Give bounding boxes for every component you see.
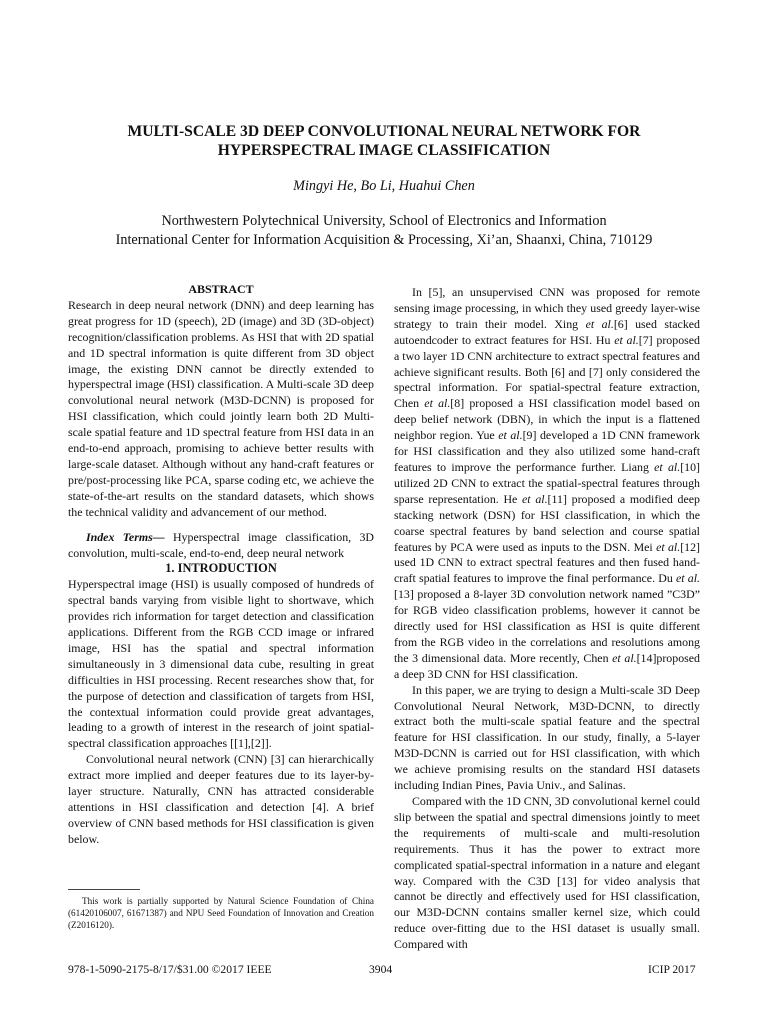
page-number: 3904	[369, 963, 393, 976]
text-run: [14]proposed a deep 3D CNN for HSI classification.	[394, 650, 700, 681]
etal-citation: et al.	[498, 428, 523, 443]
text-run: [8] proposed a HSI classification model based on deep belief network (DBN), in which the input is a flattened neighbor region. Yue	[394, 396, 700, 443]
text-run: [12] used 1D CNN to extract spectral features and then fused hand-craft spatial features to improve the final performance. Du	[394, 539, 700, 586]
introduction-heading: 1. INTRODUCTION	[165, 561, 277, 576]
title-line-2: HYPERSPECTRAL IMAGE CLASSIFICATION	[217, 142, 551, 159]
footnote	[68, 895, 374, 931]
left-column	[68, 282, 374, 848]
contribution-paragraph: In this paper, we are trying to design a Multi-scale 3D Deep Convolutional Neural Network, M3D-DCNN, to directly extract both the multi-scale spatial feature and the spectral feature for HSI classification. In our study, finally, a 5-layer M3D-DCNN is carried out for HSI classification, with which we achieve promising results on the standard HSI datasets including Indian Pines, Pavia Univ., and Salinas.	[394, 682, 700, 793]
intro-paragraph-1: Hyperspectral image (HSI) is usually composed of hundreds of spectral bands varying from visible light to shortwave, which provides rich information for target detection and classification applications. Different from the RGB CCD image or infrared image, HSI has the spatial and spectral information simultaneously in 3 dimensional data cube, resulting in great difficulties in HSI processing. Recent researches show that, for the purpose of detection and classification of targets from HSI, the contextual information could provide great advantages, leading to a growth of interest in the research of joint spatial-spectral classification approaches [[1],[2]].	[68, 577, 374, 751]
right-column	[394, 285, 700, 953]
paper-title	[60, 122, 708, 160]
affiliation-line-1: Northwestern Polytechnical University, School of Electronics and Information	[161, 213, 607, 229]
title-line-1: MULTI-SCALE 3D DEEP CONVOLUTIONAL NEURAL NETWORK FOR	[127, 123, 641, 140]
abstract-text: Research in deep neural network (DNN) and deep learning has great progress for 1D (speech), 2D (image) and 3D (3D-object) recognition/classification problems. As HSI that with 2D spatial and 1D spectral information is quite different from 3D object image, the existing DNN cannot be directly extended to hyperspectral image (HSI) classification. A Multi-scale 3D deep convolutional neural network (M3D-DCNN) is proposed for HSI classification, which could jointly learn both 2D Multi-scale spatial feature and 1D spectral feature from HSI data in an end-to-end approach, promising to achieve better results with large-scale dataset. Although without any hand-craft features or pre/post-processing like PCA, sparse coding etc, we achieve the state-of-the-art results on the standard datasets, which shows the technical validity and advancement of our method.	[68, 297, 374, 519]
text-run: [10] utilized 2D CNN to extract the spatial-spectral features through sparse representation. He	[394, 459, 700, 506]
index-terms-text: Hyperspectral image classification, 3D convolution, multi-scale, end-to-end, deep neural network	[68, 529, 374, 560]
affiliation-line-2: International Center for Information Acquisition & Processing, Xi’an, Shaanxi, China, 710129	[115, 232, 653, 248]
text-run: In [5], an unsupervised CNN was proposed for remote sensing image processing, in which they used greedy layer-wise strategy to train their model. Xing	[394, 285, 700, 331]
etal-citation: et al.	[654, 459, 681, 474]
related-work-paragraph	[394, 285, 700, 683]
affiliation	[60, 212, 708, 250]
text-run: [6] used stacked autoendcoder to extract features for HSI. Hu	[394, 316, 700, 347]
etal-citation: et al.	[675, 571, 700, 586]
text-run: [7] proposed a two layer 1D CNN architecture to extract spectral features and achieve significant results. Both [6] and [7] only considered the spectral information. For spatial-spectral feature extraction, Chen	[394, 332, 700, 411]
author-list: Mingyi He, Bo Li, Huahui Chen	[293, 178, 475, 194]
etal-citation: et al.	[614, 332, 639, 347]
text-run: [9] developed a 1D CNN framework for HSI classification and they also utilized some hand-craft features to improve the performance further. Liang	[394, 428, 700, 474]
footnote-rule	[68, 889, 140, 890]
abstract-heading: ABSTRACT	[188, 282, 254, 296]
comparison-paragraph: Compared with the 1D CNN, 3D convolutional kernel could slip between the spatial and spectral dimensions jointly to meet the requirements of multi-scale and multi-resolution requirements. Thus it has the power to extract more complicated spatial-spectral information in a nature and elegant way. Compared with the C3D [13] for video analysis that cannot be directly and effectively used for HSI classification, our M3D-DCNN contains smaller kernel size, which could reduce over-fitting due to the HSI dataset is usually small. Compared with	[394, 794, 700, 952]
etal-citation: et al.	[612, 650, 637, 665]
text-run: [13] proposed a 8-layer 3D convolution network named ”C3D” for RGB video classification problems, however it cannot be directly used for HSI classification as HSI is quite different from the RGB video in the correlations and resolutions among the 3 dimensional data. More recently, Chen	[394, 587, 700, 665]
index-terms	[68, 530, 374, 562]
intro-paragraph-2: Convolutional neural network (CNN) [3] can hierarchically extract more implied and deeper features due to its layer-by-layer structure. Naturally, CNN has attracted considerable attentions in HSI classification and detection [4]. A brief overview of CNN based methods for HSI classification is given below.	[68, 752, 374, 846]
etal-citation: et al.	[424, 396, 451, 411]
footnote-text: This work is partially supported by Natural Science Foundation of China (61420106007, 61671387) and NPU Seed Foundation of Innovation and Creation (Z2016120).	[68, 896, 374, 930]
etal-citation: et al.	[522, 491, 548, 506]
index-terms-label: Index Terms—	[86, 529, 165, 544]
copyright-line: 978-1-5090-2175-8/17/$31.00 ©2017 IEEE	[68, 963, 272, 976]
etal-citation: et al.	[656, 539, 681, 554]
conference-venue: ICIP 2017	[648, 963, 696, 976]
text-run: [11] proposed a modified deep stacking network (DSN) for HSI classification, in which the coarse spectral features by band selection and course spatial features by PCA were used as inputs to the DSN. Mei	[394, 491, 700, 554]
etal-citation: et al.	[585, 316, 614, 331]
